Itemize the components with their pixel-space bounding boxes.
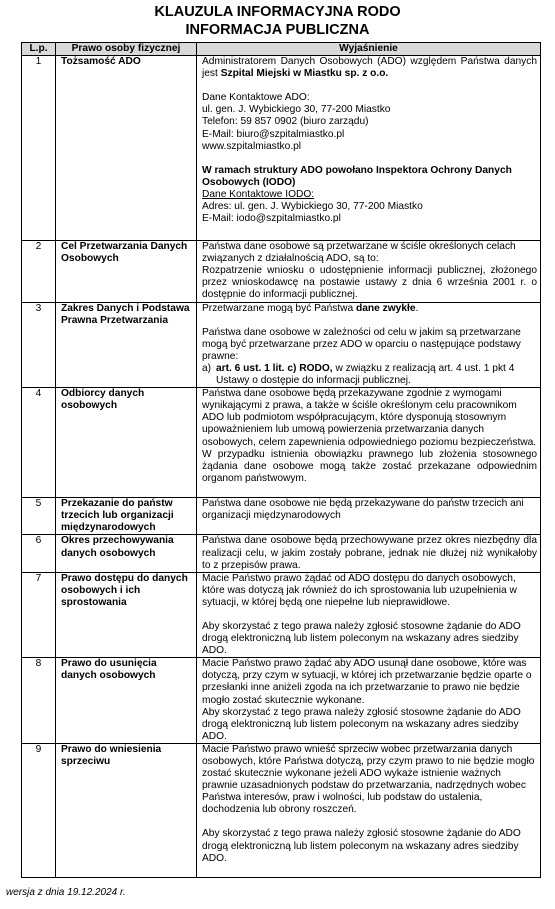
iodo-email: E-Mail: iodo@szpitalmiastko.pl <box>202 213 341 225</box>
row-number: 7 <box>22 572 56 658</box>
erasure-right-text: Macie Państwo prawo żądać aby ADO usunął dane osobowe, które was dotyczą, przy czym w sytuacji, w której ich przetwarzanie będzie oparte o przesłanki inne aniżeli zgoda na ich przetwarzanie to prawo nie będzie mogło zostać skutecznie wykonane. <box>202 658 532 706</box>
header-row <box>22 43 541 56</box>
row-explanation: Państwa dane osobowe będą przechowywane przez okres niezbędny dla realizacji celu, w jakim zostały pobrane, jednak nie dłużej niż wynikałoby to z przepisów prawa. <box>197 535 541 572</box>
table-row <box>22 498 541 535</box>
access-right-text: Macie Państwo prawo żądać od ADO dostępu do danych osobowych, które was dotyczą jak również do ich sprostowania lub uzupełnienia w sytuacji, w której będą one niepełne lub nieprawidłowe. <box>202 572 517 608</box>
objection-right-procedure: Aby skorzystać z tego prawa należy zgłosić stosowne żądanie do ADO drogą elektroniczną lub listem poleconym na wskazany adres siedziby ADO. <box>202 828 521 864</box>
header-right: Prawo osoby fizycznej <box>56 43 197 56</box>
document-subtitle: INFORMACJA PUBLICZNA <box>185 22 370 38</box>
rodo-table <box>21 42 541 878</box>
purpose-detail: Rozpatrzenie wniosku o udostępnienie informacji publicznej, złożonego przez wnioskodawcę na postawie ustawy z dnia 6 września 2001 r. o dostępnie do informacji publicznej. <box>202 265 537 301</box>
ado-address: ul. gen. J. Wybickiego 30, 77-200 Miastko <box>202 104 391 116</box>
header-lp: L.p. <box>22 43 56 56</box>
row-explanation <box>197 743 541 877</box>
row-number: 8 <box>22 658 56 744</box>
row-explanation <box>197 388 541 498</box>
ado-email: E-Mail: biuro@szpitalmiastko.pl <box>202 128 345 140</box>
erasure-right-procedure: Aby skorzystać z tego prawa należy zgłosić stosowne żądanie do ADO drogą elektroniczną lub listem poleconym na wskazany adres siedziby ADO. <box>202 706 521 742</box>
table-row <box>22 572 541 658</box>
row-right: Prawo do wniesienia sprzeciwu <box>56 743 197 877</box>
row-right: Zakres Danych i Podstawa Prawna Przetwarzania <box>56 302 197 388</box>
row-number: 2 <box>22 241 56 302</box>
row-explanation <box>197 302 541 388</box>
access-right-procedure: Aby skorzystać z tego prawa należy zgłosić stosowne żądanie do ADO drogą elektroniczną lub listem poleconym na wskazany adres siedziby ADO. <box>202 620 521 657</box>
row-right: Prawo dostępu do danych osobowych i ich sprostowania <box>56 572 197 658</box>
iodo-contact-title: Dane Kontaktowe IODO: <box>202 188 315 200</box>
purpose-intro: Państwa dane osobowe są przetwarzane w ściśle określonych celach związanych z działalnością ADO, są to: <box>202 241 516 265</box>
table-row <box>22 388 541 498</box>
iodo-heading: W ramach struktury ADO powołano Inspektora Ochrony Danych Osobowych (IODO) <box>202 164 512 188</box>
table-row <box>22 241 541 302</box>
table-row <box>22 535 541 572</box>
table-row <box>22 56 541 241</box>
ado-intro: Administratorem Danych Osobowych (ADO) względem Państwa danych jest Szpital Miejski w Miastku sp. z o.o. <box>202 56 537 80</box>
legal-basis-intro: Państwa dane osobowe w zależności od celu w jakim są przetwarzane mogą być przetwarzane przez ADO w oparciu o następujące podstawy prawne: <box>202 326 521 362</box>
row-number: 4 <box>22 388 56 498</box>
table-row <box>22 302 541 388</box>
row-number: 9 <box>22 743 56 877</box>
row-number: 5 <box>22 498 56 535</box>
iodo-address: Adres: ul. gen. J. Wybickiego 30, 77-200 Miastko <box>202 201 423 213</box>
row-right: Cel Przetwarzania Danych Osobowych <box>56 241 197 302</box>
row-right: Tożsamość ADO <box>56 56 197 241</box>
legal-basis-item: a) art. 6 ust. 1 lit. c) RODO, w związku z realizacją art. 4 ust. 1 pkt 4 Ustawy o dostępie do informacji publicznej. <box>202 362 515 387</box>
row-right: Okres przechowywania danych osobowych <box>56 535 197 572</box>
row-number: 1 <box>22 56 56 241</box>
table-row <box>22 743 541 877</box>
ado-phone: Telefon: 59 857 0902 (biuro zarządu) <box>202 116 369 128</box>
recipients-legal-obligation: W przypadku istnienia obowiązku prawnego lub złożenia stosownego żądania dane osobowe mogą także zostać przekazane odpowiednim organom państwowym. <box>202 448 537 484</box>
row-explanation: Państwa dane osobowe nie będą przekazywane do państw trzecich ani organizacji międzynarodowych <box>197 498 541 535</box>
ado-website: www.szpitalmiastko.pl <box>202 140 302 152</box>
recipients-text: Państwa dane osobowe będą przekazywane zgodnie z wymogami wynikającymi z prawa, a także w ściśle określonym celu pracownikom ADO lub podmiotom współpracującym, które dysponują stosownym upoważnieniem lub umową powierzenia przetwarzania danych osobowych, celem zapewnienia odpowiedniego poziomu bezpieczeństwa. <box>202 388 537 448</box>
row-right: Przekazanie do państw trzecich lub organizacji międzynarodowych <box>56 498 197 535</box>
header-explanation: Wyjaśnienie <box>197 43 541 56</box>
version-note: wersja z dnia 19.12.2024 r. <box>6 887 126 898</box>
objection-right-text: Macie Państwo prawo wnieść sprzeciw wobec przetwarzania danych osobowych, które Państwa dotyczą, przy czym prawo to nie będzie mogło zostać skutecznie wykonane jeżeli ADO wykaże istnienie ważnych prawnie uzasadnionych podstaw do przetwarzania, nadrzędnych wobec Państwa interesów, praw i wolności, lub podstaw do ustalenia, dochodzenia lub obrony roszczeń. <box>202 743 535 816</box>
row-number: 3 <box>22 302 56 388</box>
table-row <box>22 658 541 744</box>
row-explanation <box>197 658 541 744</box>
data-scope: Przetwarzane mogą być Państwa dane zwykłe. <box>202 302 419 314</box>
document-title: KLAUZULA INFORMACYJNA RODO <box>154 4 401 20</box>
row-explanation <box>197 572 541 658</box>
row-explanation <box>197 56 541 241</box>
row-number: 6 <box>22 535 56 572</box>
ado-contact-title: Dane Kontaktowe ADO: <box>202 92 310 104</box>
row-explanation <box>197 241 541 302</box>
row-right: Odbiorcy danych osobowych <box>56 388 197 498</box>
row-right: Prawo do usunięcia danych osobowych <box>56 658 197 744</box>
